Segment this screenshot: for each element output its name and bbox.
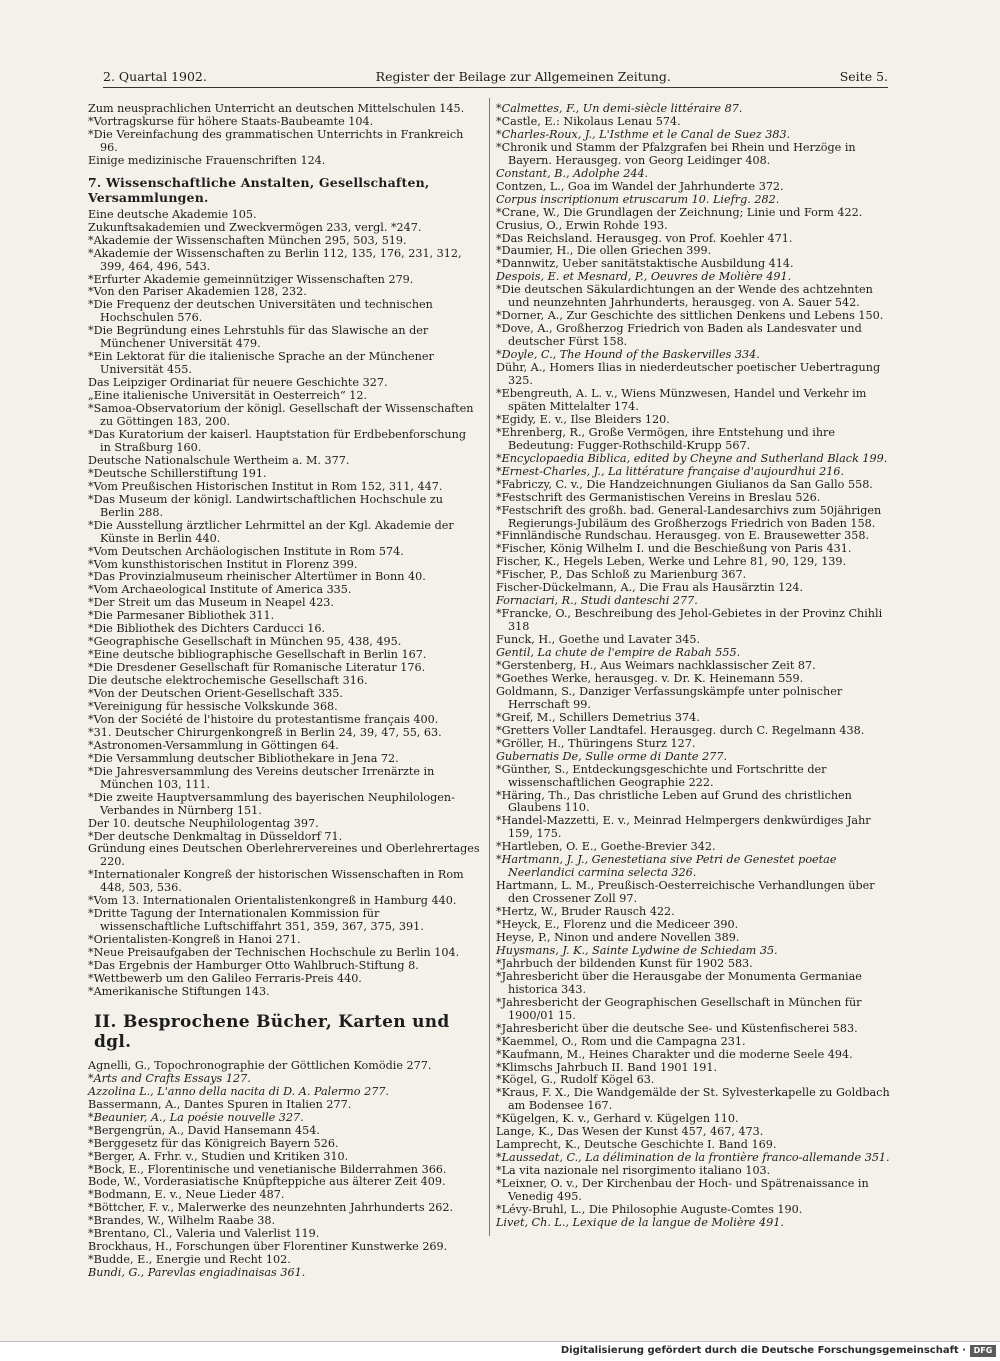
index-entry: *Finnländische Rundschau. Herausgeg. von E. Brausewetter 358. [496,529,870,543]
index-entry: *Beaunier, A., La poésie nouvelle 327. [88,1110,304,1124]
index-entry: *Bodmann, E. v., Neue Lieder 487. [88,1188,285,1202]
index-entry: *Leixner, O. v., Der Kirchenbau der Hoch- und Spätrenaissance in Venedig 495. [496,1177,869,1204]
section-7-entries [88,209,480,999]
index-entry: *Kaemmel, O., Rom und die Campagna 231. [496,1034,746,1048]
index-entry: Fischer, K., Hegels Leben, Werke und Lehre 81, 90, 129, 139. [496,555,847,569]
index-entry: *Egidy, E. v., Ilse Bleiders 120. [496,412,670,426]
index-entry: Crusius, O., Erwin Rohde 193. [496,218,668,232]
section-7-heading: 7. Wissenschaftliche Anstalten, Gesellschaften, Versammlungen. [88,174,430,205]
index-entry: *Die Bibliothek des Dichters Carducci 16. [88,622,326,636]
index-entry: *Daumier, H., Die ollen Griechen 399. [496,244,712,258]
index-entry: *Die deutschen Säkulardichtungen an der Wende des achtzehnten und neunzehnten Jahrhunderts, herausgeg. von A. Sauer 542. [496,283,873,310]
index-entry: *Vom 13. Internationalen Orientalistenkongreß in Hamburg 440. [88,894,457,908]
index-entry: *Kügelgen, K. v., Gerhard v. Kügelgen 110. [496,1112,739,1126]
index-entry: *Wettbewerb um den Galileo Ferraris-Preis 440. [88,972,362,985]
index-entry: *Dritte Tagung der Internationalen Kommission für wissenschaftliche Luftschiffahrt 351, 359, 367, 375, 391. [88,907,424,934]
index-entry: *Erfurter Akademie gemeinnütziger Wissenschaften 279. [88,272,414,286]
index-entry: *Vom Archaeological Institute of America 335. [88,583,352,597]
index-entry: Heyse, P., Ninon und andere Novellen 389. [496,931,740,944]
index-entry: Bode, W., Vorderasiatische Knüpfteppiche aus älterer Zeit 409. [88,1175,446,1189]
index-entry: *Bergengrün, A., David Hansemann 454. [88,1123,320,1137]
index-entry: *Chronik und Stamm der Pfalzgrafen bei Rhein und Herzöge in Bayern. Herausgeg. von Georg Leidinger 408. [496,140,856,167]
index-entry: Lange, K., Das Wesen der Kunst 457, 467, 473. [496,1125,764,1139]
index-entry: *Crane, W., Die Grundlagen der Zeichnung; Linie und Form 422. [496,205,863,219]
index-entry: *Gretters Voller Landtafel. Herausgeg. durch C. Regelmann 438. [496,723,865,737]
index-entry: Lamprecht, K., Deutsche Geschichte I. Band 169. [496,1138,777,1152]
index-entry: *Orientalisten-Kongreß in Hanoi 271. [88,933,301,947]
index-entry: Dühr, A., Homers Ilias in niederdeutscher poetischer Uebertragung 325. [496,361,881,388]
index-entry: *Die Frequenz der deutschen Universitäten und technischen Hochschulen 576. [88,298,433,325]
index-entry: *Goethes Werke, herausgeg. v. Dr. K. Heinemann 559. [496,671,804,685]
index-entry: *Amerikanische Stiftungen 143. [88,984,270,998]
index-entry: *Handel-Mazzetti, E. v., Meinrad Helmpergers denkwürdiges Jahr 159, 175. [496,814,871,841]
index-entry: *Ernest-Charles, J., La littérature française d'aujourdhui 216. [496,464,845,478]
index-entry: *Heyck, E., Florenz und die Mediceer 390. [496,918,739,932]
index-entry: *Jahresbericht der Geographischen Gesellschaft in München für 1900/01 15. [496,995,862,1022]
index-entry: *Von der Société de l'histoire du protestantisme français 400. [88,712,439,726]
index-entry: Deutsche Nationalschule Wertheim a. M. 377. [88,453,350,467]
index-entry: *Günther, S., Entdeckungsgeschichte und Fortschritte der wissenschaftlichen Geographie 222. [496,762,827,789]
index-entry: Gubernatis De, Sulle orme di Dante 277. [496,749,728,763]
index-entry: *Francke, O., Beschreibung des Jehol-Gebietes in der Provinz Chihli 318 [496,607,883,634]
index-entry: *Laussedat, C., La délimination de la frontière franco-allemande 351. [496,1151,890,1165]
index-entry: *Doyle, C., The Hound of the Baskervilles 334. [496,348,760,362]
index-entry: *Jahresbericht über die deutsche See- und Küstenfischerei 583. [496,1021,858,1035]
index-entry: *Vom kunsthistorischen Institut in Florenz 399. [88,557,358,571]
index-entry: *Ein Lektorat für die italienische Sprache an der Münchener Universität 455. [88,350,434,377]
index-entry: *Berggesetz für das Königreich Bayern 526. [88,1136,339,1150]
index-entry: *Von den Pariser Akademien 128, 232. [88,285,307,299]
index-entry: *Die Jahresversammlung des Vereins deutscher Irrenärzte in München 103, 111. [88,764,435,791]
index-entry: *Hartmann, J. J., Genestetiana sive Petri de Genestet poetae Neerlandici carmina selecta 326. [496,853,837,880]
index-entry: Der 10. deutsche Neuphilologentag 397. [88,816,319,830]
index-entry: *Vereinigung für hessische Volkskunde 368. [88,699,338,713]
index-entry: *Neue Preisaufgaben der Technischen Hochschule zu Berlin 104. [88,946,460,960]
intro-entries [88,103,480,168]
index-entry: *Vom Preußischen Historischen Institut in Rom 152, 311, 447. [88,479,443,493]
index-entry: Fornaciari, R., Studi danteschi 277. [496,594,698,608]
index-entry: Despois, E. et Mesnard, P., Oeuvres de Molière 491. [496,270,792,284]
index-entry: *Festschrift des Germanistischen Vereins in Breslau 526. [496,490,821,504]
index-entry: *Festschrift des großh. bad. General-Landesarchivs zum 50jährigen Regierungs-Jubiläum des Großherzogs Friedrich von Baden 158. [496,503,882,530]
index-entry: *Die Parmesaner Bibliothek 311. [88,609,275,623]
footer-bar [0,1341,1000,1361]
index-entry: Corpus inscriptionum etruscarum 10. Liefrg. 282. [496,192,780,206]
index-entry: *Die Versammlung deutscher Bibliothekare in Jena 72. [88,751,399,765]
index-entry: *Häring, Th., Das christliche Leben auf Grund des christlichen Glaubens 110. [496,788,852,815]
index-entry: *Das Provinzialmuseum rheinischer Altertümer in Bonn 40. [88,570,426,584]
index-entry: *Die Ausstellung ärztlicher Lehrmittel an der Kgl. Akademie der Künste in Berlin 440. [88,518,454,545]
header-right: Seite 5. [839,69,888,84]
index-entry: Funck, H., Goethe und Lavater 345. [496,633,701,647]
index-entry: *Das Museum der königl. Landwirtschaftlichen Hochschule zu Berlin 288. [88,492,443,519]
index-entry: *Eine deutsche bibliographische Gesellschaft in Berlin 167. [88,648,427,662]
index-entry: Bassermann, A., Dantes Spuren in Italien 277. [88,1097,352,1111]
index-entry: Livet, Ch. L., Lexique de la langue de Molière 491. [496,1215,784,1229]
index-entry: *Kaufmann, M., Heines Charakter und die moderne Seele 494. [496,1047,853,1061]
index-entry: *Vortragskurse für höhere Staats-Baubeamte 104. [88,114,374,128]
index-entry: Huysmans, J. K., Sainte Lydwine de Schiedam 35. [496,943,778,957]
index-entry: *Fischer, P., Das Schloß zu Marienburg 367. [496,568,747,582]
index-entry: *Das Kuratorium der kaiserl. Hauptstation für Erdbebenforschung in Straßburg 160. [88,427,466,454]
index-entry: *Jahrbuch der bildenden Kunst für 1902 583. [496,956,753,970]
index-entry: *Dove, A., Großherzog Friedrich von Baden als Landesvater und deutscher Fürst 158. [496,322,862,349]
index-entry: *Die Dresdener Gesellschaft für Romanische Literatur 176. [88,661,426,675]
index-entry: *Ehrenberg, R., Große Vermögen, ihre Entstehung und ihre Bedeutung: Fugger-Rothschild-Krupp 567. [496,425,836,452]
index-entry: Einige medizinische Frauenschriften 124. [88,153,326,167]
right-column [496,103,892,1230]
index-entry: *Berger, A. Frhr. v., Studien und Kritiken 310. [88,1149,349,1163]
index-entry: *31. Deutscher Chirurgenkongreß in Berlin 24, 39, 47, 55, 63. [88,725,442,739]
index-entry: Constant, B., Adolphe 244. [496,166,649,180]
index-entry: Goldmann, S., Danziger Verfassungskämpfe unter polnischer Herrschaft 99. [496,684,843,711]
index-entry: *Die Vereinfachung des grammatischen Unterrichts in Frankreich 96. [88,127,464,154]
index-entry: *Brentano, Cl., Valeria und Valerlist 119. [88,1227,320,1241]
index-entry: Bundi, G., Parevlas engiadinaisas 361. [88,1266,306,1280]
index-entry: *Geographische Gesellschaft in München 95, 438, 495. [88,635,402,649]
index-entry: *Bock, E., Florentinische und venetianische Bilderrahmen 366. [88,1162,447,1176]
index-entry: *Gerstenberg, H., Aus Weimars nachklassischer Zeit 87. [496,658,816,672]
index-entry: *Akademie der Wissenschaften zu Berlin 112, 135, 176, 231, 312, 399, 464, 496, 543. [88,246,462,273]
index-entry: *Fabriczy, C. v., Die Handzeichnungen Giulianos da San Gallo 558. [496,477,873,491]
header-left: 2. Quartal 1902. [103,69,207,84]
index-entry: *Ebengreuth, A. L. v., Wiens Münzwesen, Handel und Verkehr im späten Mittelalter 174. [496,386,867,413]
index-entry: *Internationaler Kongreß der historischen Wissenschaften in Rom 448, 503, 536. [88,868,464,895]
index-entry: *Calmettes, F., Un demi-siècle littéraire 87. [496,102,743,115]
index-entry: *Dorner, A., Zur Geschichte des sittlichen Denkens und Lebens 150. [496,309,884,323]
index-entry: *Akademie der Wissenschaften München 295, 503, 519. [88,233,407,247]
index-entry: *Arts and Crafts Essays 127. [88,1071,251,1085]
section-2-heading: II. Besprochene Bücher, Karten und dgl. [94,1011,450,1052]
index-entry: *Der Streit um das Museum in Neapel 423. [88,596,334,610]
index-entry: Fischer-Dückelmann, A., Die Frau als Hausärztin 124. [496,581,804,595]
section-2-entries [88,1060,480,1280]
dfg-logo: DFG [970,1345,996,1357]
index-entry: Azzolina L., L'anno della nacita di D. A. Palermo 277. [88,1084,389,1098]
index-entry: *Astronomen-Versammlung in Göttingen 64. [88,738,339,752]
index-entry: *Fischer, König Wilhelm I. und die Beschießung von Paris 431. [496,542,852,556]
index-entry: *Brandes, W., Wilhelm Raabe 38. [88,1214,276,1228]
index-entry: *Encyclopaedia Biblica, edited by Cheyne and Sutherland Black 199. [496,451,888,465]
footer-credit: Digitalisierung gefördert durch die Deutsche Forschungsgemeinschaft · [560,1345,966,1356]
left-column [88,103,480,1280]
index-entry: *Böttcher, F. v., Malerwerke des neunzehnten Jahrhunderts 262. [88,1201,454,1215]
index-entry: *Samoa-Observatorium der königl. Gesellschaft der Wissenschaften zu Göttingen 183, 200. [88,402,474,429]
index-entry: *Jahresbericht über die Herausgabe der Monumenta Germaniae historica 343. [496,969,862,996]
index-entry: *Klimschs Jahrbuch II. Band 1901 191. [496,1060,718,1074]
index-entry: Gentil, La chute de l'empire de Rabah 555. [496,646,741,660]
running-header [103,62,888,88]
index-entry: *Das Ergebnis der Hamburger Otto Wahlbruch-Stiftung 8. [88,959,419,973]
index-entry: *Die zweite Hauptversammlung des bayerischen Neuphilologen-Verbandes in Nürnberg 151. [88,790,455,817]
index-entry: Agnelli, G., Topochronographie der Göttlichen Komödie 277. [88,1058,432,1072]
index-entry: *Budde, E., Energie und Recht 102. [88,1253,291,1267]
index-entry: *Von der Deutschen Orient-Gesellschaft 335. [88,687,343,701]
book-entries [496,103,892,1230]
index-entry: Die deutsche elektrochemische Gesellschaft 316. [88,674,368,688]
index-entry: *Das Reichsland. Herausgeg. von Prof. Koehler 471. [496,231,793,245]
index-entry: *Charles-Roux, J., L'Isthme et le Canal de Suez 383. [496,127,791,141]
index-entry: *Dannwitz, Ueber sanitätstaktische Ausbildung 414. [496,257,794,271]
index-entry: Zukunftsakademien und Zweckvermögen 233, vergl. *247. [88,220,422,234]
index-entry: Eine deutsche Akademie 105. [88,207,257,221]
index-entry: *Kraus, F. X., Die Wandgemälde der St. Sylvesterkapelle zu Goldbach am Bodensee 167. [496,1086,890,1113]
index-entry: *Vom Deutschen Archäologischen Institute in Rom 574. [88,544,404,558]
index-entry: *Greif, M., Schillers Demetrius 374. [496,710,700,724]
index-entry: Brockhaus, H., Forschungen über Florentiner Kunstwerke 269. [88,1240,448,1254]
index-entry: *Der deutsche Denkmaltag in Düsseldorf 71. [88,829,343,843]
index-entry: *Gröller, H., Thüringens Sturz 127. [496,736,696,750]
index-entry: „Eine italienische Universität in Oesterreich“ 12. [88,389,368,403]
index-entry: *Deutsche Schillerstiftung 191. [88,466,267,480]
index-entry: *Kögel, G., Rudolf Kögel 63. [496,1073,655,1087]
column-divider [489,98,490,1236]
index-entry: Hartmann, L. M., Preußisch-Oesterreichische Verhandlungen über den Crossener Zoll 97. [496,879,875,906]
index-entry: *Castle, E.: Nikolaus Lenau 574. [496,114,681,128]
index-entry: *Die Begründung eines Lehrstuhls für das Slawische an der Münchener Universität 479. [88,324,429,351]
index-entry: Zum neusprachlichen Unterricht an deutschen Mittelschulen 145. [88,102,465,115]
index-entry: *Hertz, W., Bruder Rausch 422. [496,905,675,919]
index-entry: *Hartleben, O. E., Goethe-Brevier 342. [496,840,716,854]
index-entry: *La vita nazionale nel risorgimento italiano 103. [496,1164,771,1178]
index-entry: Contzen, L., Goa im Wandel der Jahrhunderte 372. [496,179,784,193]
index-entry: Gründung eines Deutschen Oberlehrervereines und Oberlehrertages 220. [88,842,480,869]
index-entry: *Lévy-Bruhl, L., Die Philosophie Auguste-Comtes 190. [496,1203,803,1217]
header-center: Register der Beilage zur Allgemeinen Zeitung. [375,69,671,84]
index-entry: Das Leipziger Ordinariat für neuere Geschichte 327. [88,376,388,390]
